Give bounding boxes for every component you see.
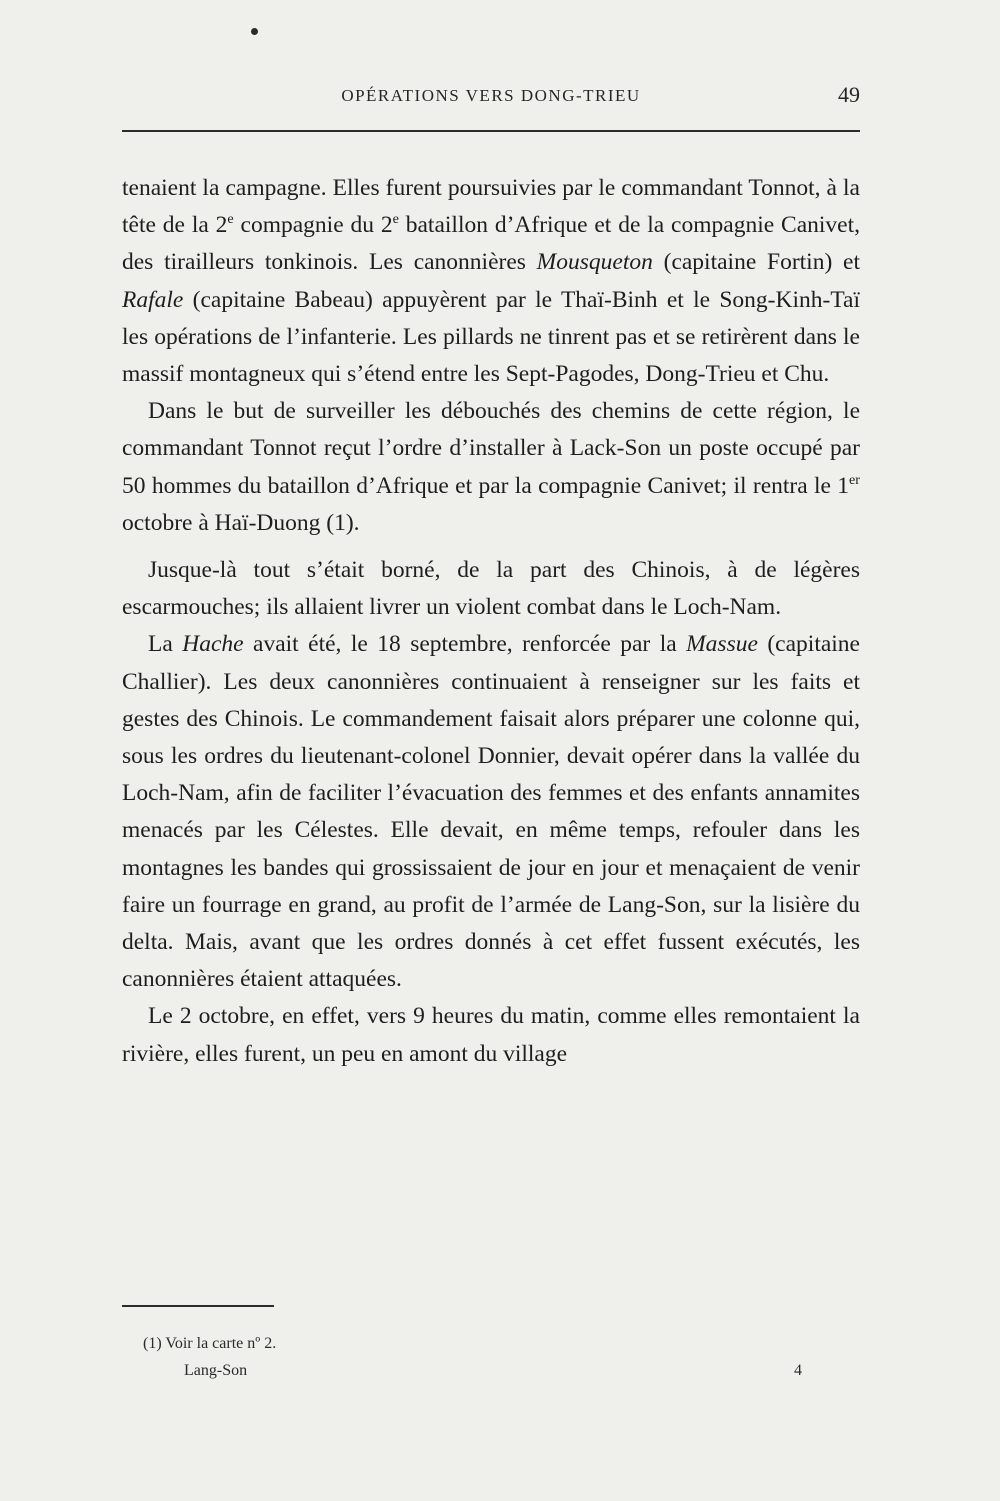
superscript: er <box>849 471 860 488</box>
footnote: (1) Voir la carte nº 2. <box>143 1335 277 1352</box>
text-run: tenaient la campagne. Elles furent poursuivies par le commandant Tonnot, à la tête de la 2 <box>122 175 860 239</box>
paragraph <box>122 552 860 626</box>
ship-name: Rafale <box>122 286 184 313</box>
body-text <box>122 170 860 1073</box>
text-run: compagnie du 2 <box>233 212 393 239</box>
text-run: avait été, le 18 septembre, renforcée par la <box>243 631 687 658</box>
text-run: Jusque-là tout s’était borné, de la part des Chinois, à de légères escarmouches; ils allaient livrer un violent combat dans le Loch-Nam. <box>122 557 860 621</box>
signature-number: 4 <box>794 1362 802 1379</box>
signature-label: Lang-Son <box>184 1362 248 1379</box>
paragraph <box>122 170 860 393</box>
running-header <box>122 82 860 116</box>
running-title: OPÉRATIONS VERS DONG-TRIEU <box>341 86 641 105</box>
text-run: La <box>148 631 183 658</box>
ship-name: Massue <box>686 631 758 658</box>
text-run: (capitaine Challier). Les deux canonnières continuaient à renseigner sur les faits et gestes des Chinois. Le commandement faisait alors préparer une colonne qui, sous les ordres du lieutenant-colonel Donnier, devait opérer dans la vallée du Loch-Nam, afin de faciliter l’évacuation des femmes et des enfants annamites menacés par les Célestes. Elle devait, en même temps, refouler dans les montagnes les bandes qui grossissaient de jour en jour et menaçaient de venir faire un fourrage en grand, au profit de l’armée de Lang-Son, sur la lisière du delta. Mais, avant que les ordres donnés à cet effet fussent exécutés, les canonnières étaient attaquées. <box>122 631 860 993</box>
paragraph <box>122 998 860 1072</box>
footnote-rule <box>122 1305 274 1307</box>
page-number: 49 <box>838 82 860 107</box>
superscript: e <box>227 211 234 228</box>
text-run: Le 2 octobre, en effet, vers 9 heures du matin, comme elles remontaient la rivière, elles furent, un peu en amont du village <box>122 1003 860 1067</box>
paragraph <box>122 393 860 542</box>
ink-dot <box>251 28 258 35</box>
text-run: bataillon d’Afrique et de la compagnie Canivet, des tirailleurs tonkinois. Les canonnières <box>122 212 860 276</box>
text-run: Dans le but de surveiller les débouchés des chemins de cette région, le commandant Tonnot reçut l’ordre d’installer à Lack-Son un poste occupé par 50 hommes du bataillon d’Afrique et par la compagnie Canivet; il rentra le 1 <box>122 398 860 499</box>
superscript: e <box>392 211 399 228</box>
text-run: (capitaine Fortin) et <box>652 249 860 276</box>
paragraph <box>122 626 860 998</box>
header-rule <box>122 130 860 132</box>
text-run: (capitaine Babeau) appuyèrent par le Thaï-Binh et le Song-Kinh-Taï les opérations de l’infanterie. Les pillards ne tinrent pas et se retirèrent dans le massif montagneux qui s’étend entre les Sept-Pagodes, Dong-Trieu et Chu. <box>122 286 860 388</box>
text-run: octobre à Haï-Duong (1). <box>122 509 360 536</box>
ship-name: Mousqueton <box>536 249 653 276</box>
ship-name: Hache <box>182 631 244 658</box>
